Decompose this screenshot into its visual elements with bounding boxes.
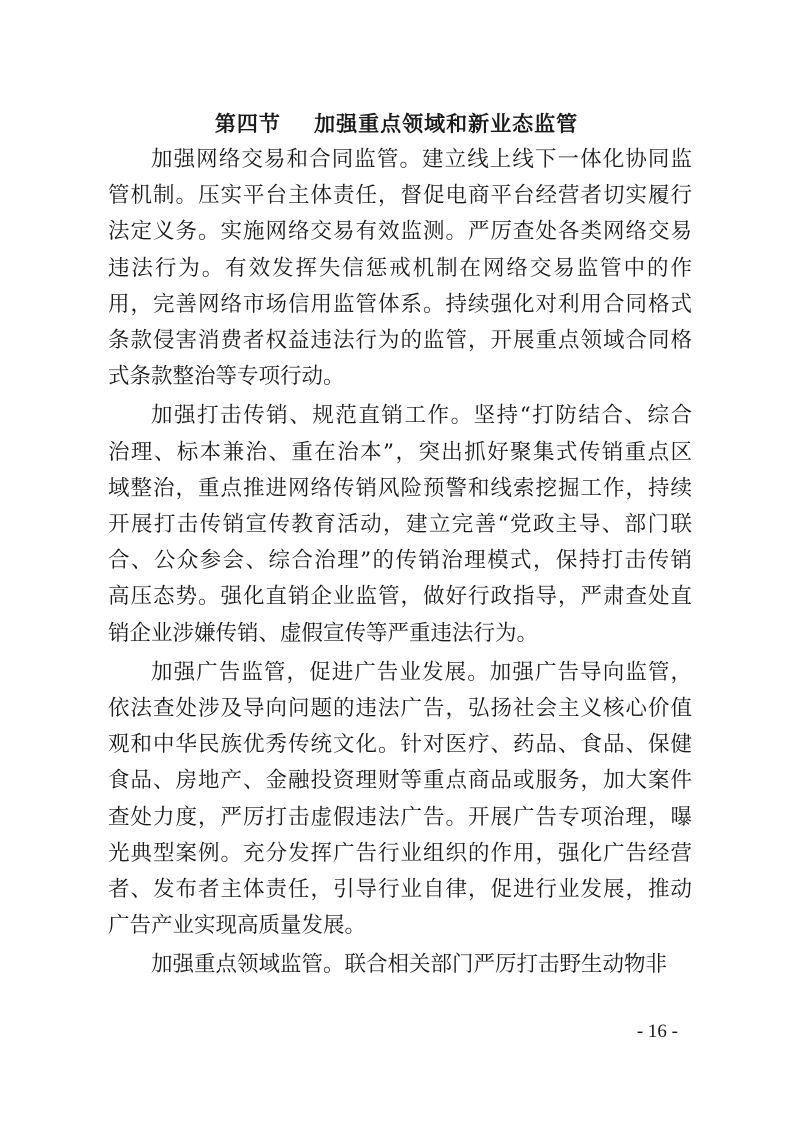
text-line: 式条款整治等专项行动。 [108,364,345,390]
text-line: 光典型案例。充分发挥广告行业组织的作用，强化广告经营 [108,840,692,866]
text-line: 加强重点领域监管。联合相关部门严厉打击野生动物非 [151,952,668,978]
text-line: 者、发布者主体责任，引导行业自律，促进行业发展，推动 [108,877,692,903]
text-line: 域整治，重点推进网络传销风险预警和线索挖掘工作，持续 [108,475,692,501]
text-line: 观和中华民族优秀传统文化。针对医疗、药品、食品、保健 [108,732,692,758]
text-line: 广告产业实现高质量发展。 [108,913,367,939]
text-line: 加强广告监管，促进广告业发展。加强广告导向监管， [151,659,692,685]
text-line: 管机制。压实平台主体责任，督促电商平台经营者切实履行 [108,183,692,209]
paragraph [108,947,692,983]
text-line: 治理、标本兼治、重在治本”，突出抓好聚集式传销重点区 [108,439,692,465]
section-title: 第四节 加强重点领域和新业态监管 [214,111,579,136]
text-line: 条款侵害消费者权益违法行为的监管，开展重点领域合同格 [108,328,692,354]
text-line: 加强打击传销、规范直销工作。坚持“打防结合、综合 [151,403,692,429]
text-line: 开展打击传销宣传教育活动，建立完善“党政主导、部门联 [108,512,692,538]
text-line: 合、公众参会、综合治理”的传销治理模式，保持打击传销 [108,548,692,574]
page-number: - 16 - [636,1021,678,1042]
text-line: 查处力度，严厉打击虚假违法广告。开展广告专项治理，曝 [108,804,692,830]
text-line: 高压态势。强化直销企业监管，做好行政指导，严肃查处直 [108,584,692,610]
text-line: 依法查处涉及导向问题的违法广告，弘扬社会主义核心价值 [108,696,692,722]
paragraph [108,398,692,651]
body-text [108,142,692,987]
text-line: 违法行为。有效发挥失信惩戒机制在网络交易监管中的作 [108,255,692,281]
text-line: 销企业涉嫌传销、虚假宣传等严重违法行为。 [108,620,539,646]
text-line: 用，完善网络市场信用监管体系。持续强化对利用合同格式 [108,291,692,317]
text-line: 加强网络交易和合同监管。建立线上线下一体化协同监 [151,147,692,172]
paragraph [108,655,692,945]
text-line: 法定义务。实施网络交易有效监测。严厉查处各类网络交易 [108,219,692,245]
paragraph [108,142,692,395]
text-line: 食品、房地产、金融投资理财等重点商品或服务，加大案件 [108,768,692,794]
